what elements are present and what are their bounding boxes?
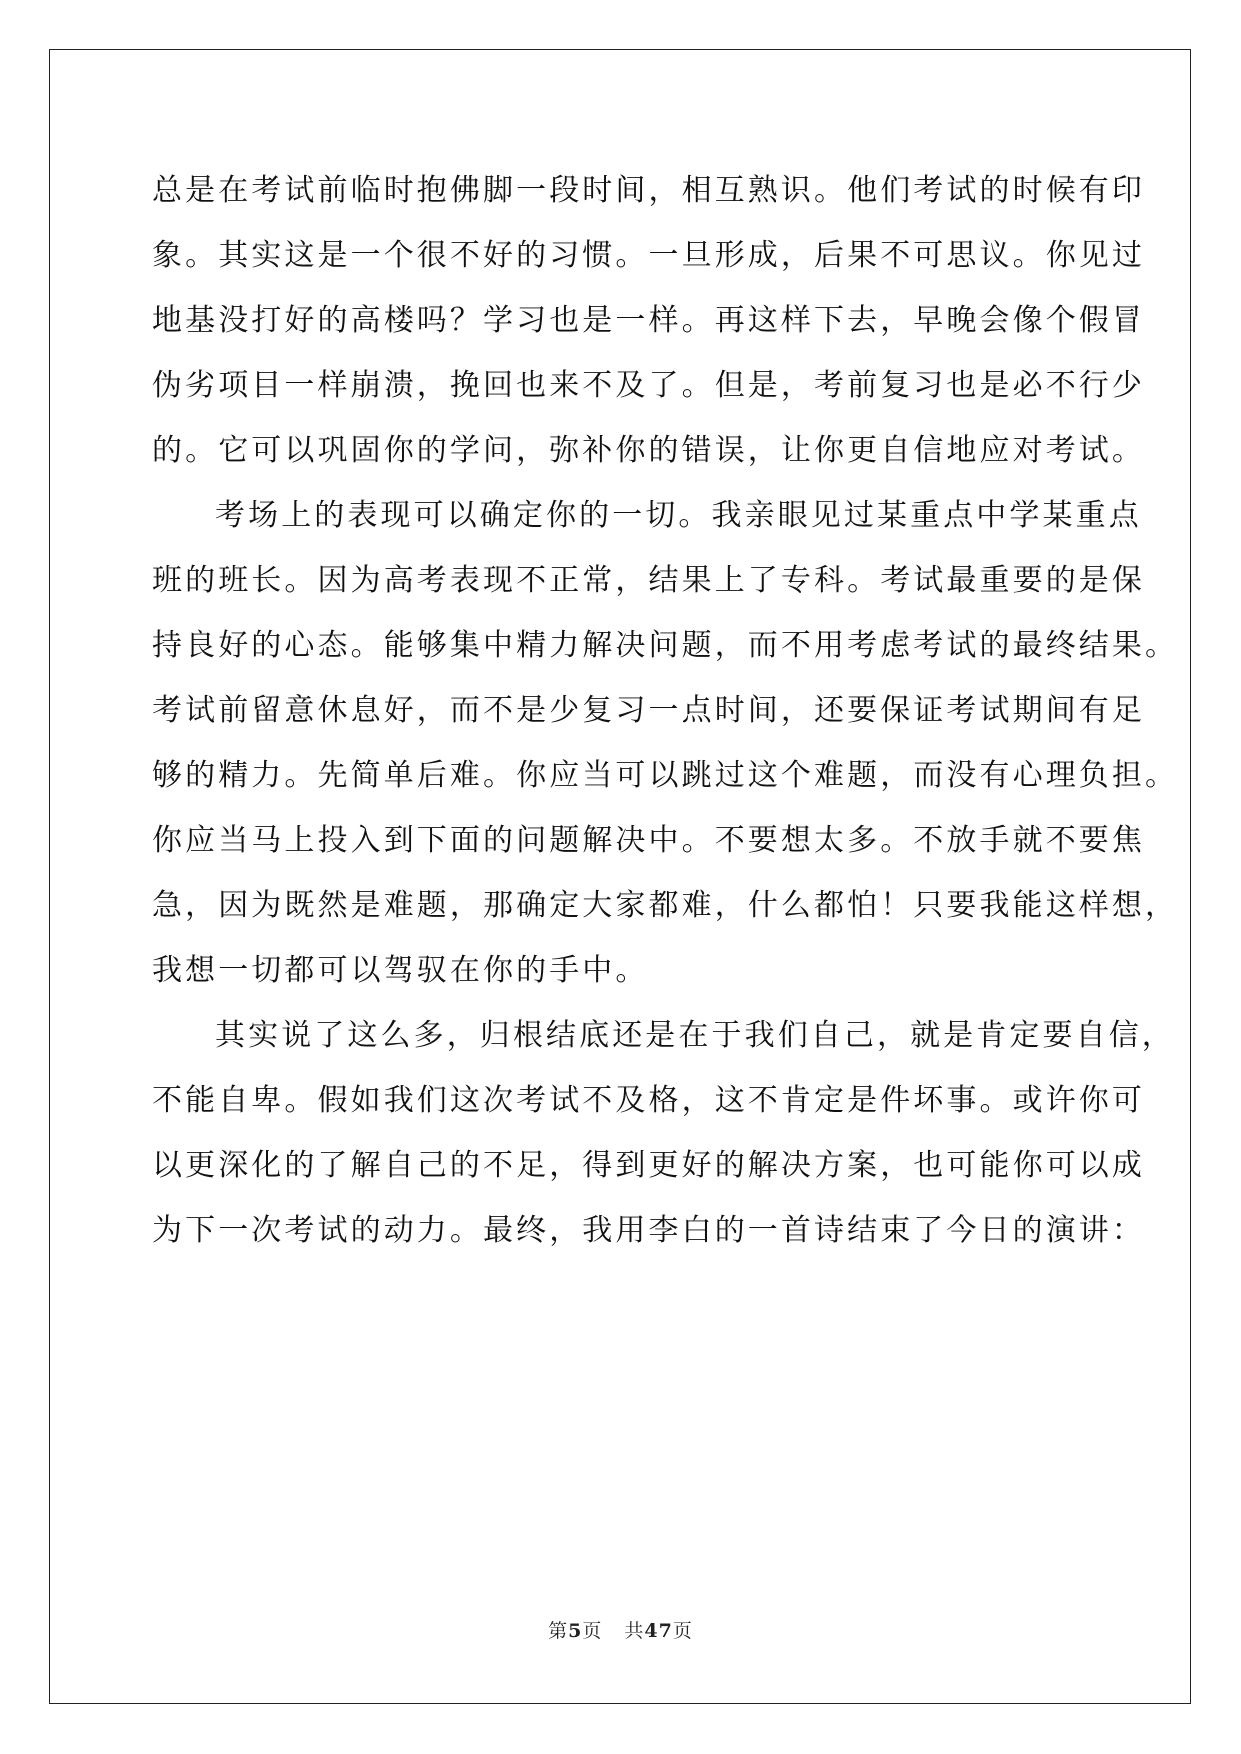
footer-prefix: 第 <box>548 1620 569 1642</box>
page-footer <box>0 1616 1241 1643</box>
text-line: 地基没打好的高楼吗？学习也是一样。再这样下去，早晚会像个假冒 <box>152 303 1145 338</box>
text-line: 班的班长。因为高考表现不正常，结果上了专科。考试最重要的是保 <box>152 563 1145 598</box>
text-line: 不能自卑。假如我们这次考试不及格，这不肯定是件坏事。或许你可 <box>152 1083 1145 1118</box>
text-line: 持良好的心态。能够集中精力解决问题，而不用考虑考试的最终结果。 <box>152 628 1179 663</box>
text-line: 的。它可以巩固你的学问，弥补你的错误，让你更自信地应对考试。 <box>152 433 1145 468</box>
text-line: 以更深化的了解自己的不足，得到更好的解决方案，也可能你可以成 <box>152 1148 1145 1183</box>
footer-total-prefix: 共 <box>624 1620 645 1642</box>
text-line: 我想一切都可以驾驭在你的手中。 <box>152 953 649 988</box>
page-number: 5 <box>568 1620 583 1642</box>
text-line: 总是在考试前临时抱佛脚一段时间，相互熟识。他们考试的时候有印 <box>152 173 1145 208</box>
text-line: 伪劣项目一样崩溃，挽回也来不及了。但是，考前复习也是必不行少 <box>152 368 1145 403</box>
text-line: 急，因为既然是难题，那确定大家都难，什么都怕！只要我能这样想， <box>152 888 1179 923</box>
text-line: 考场上的表现可以确定你的一切。我亲眼见过某重点中学某重点 <box>215 498 1142 533</box>
text-line: 你应当马上投入到下面的问题解决中。不要想太多。不放手就不要焦 <box>152 823 1145 858</box>
text-line: 其实说了这么多，归根结底还是在于我们自己，就是肯定要自信， <box>215 1018 1175 1053</box>
footer-total-suffix: 页 <box>672 1620 693 1642</box>
paragraph-2 <box>152 483 1179 1003</box>
total-pages: 47 <box>644 1620 673 1642</box>
text-line: 够的精力。先简单后难。你应当可以跳过这个难题，而没有心理负担。 <box>152 758 1179 793</box>
footer-page-suffix: 页 <box>582 1620 603 1642</box>
text-line: 象。其实这是一个很不好的习惯。一旦形成，后果不可思议。你见过 <box>152 238 1145 273</box>
text-line: 为下一次考试的动力。最终，我用李白的一首诗结束了今日的演讲： <box>152 1213 1145 1248</box>
paragraph-1 <box>152 158 1145 483</box>
paragraph-3 <box>152 1003 1175 1263</box>
text-line: 考试前留意休息好，而不是少复习一点时间，还要保证考试期间有足 <box>152 693 1145 728</box>
document-body <box>152 158 1179 1263</box>
